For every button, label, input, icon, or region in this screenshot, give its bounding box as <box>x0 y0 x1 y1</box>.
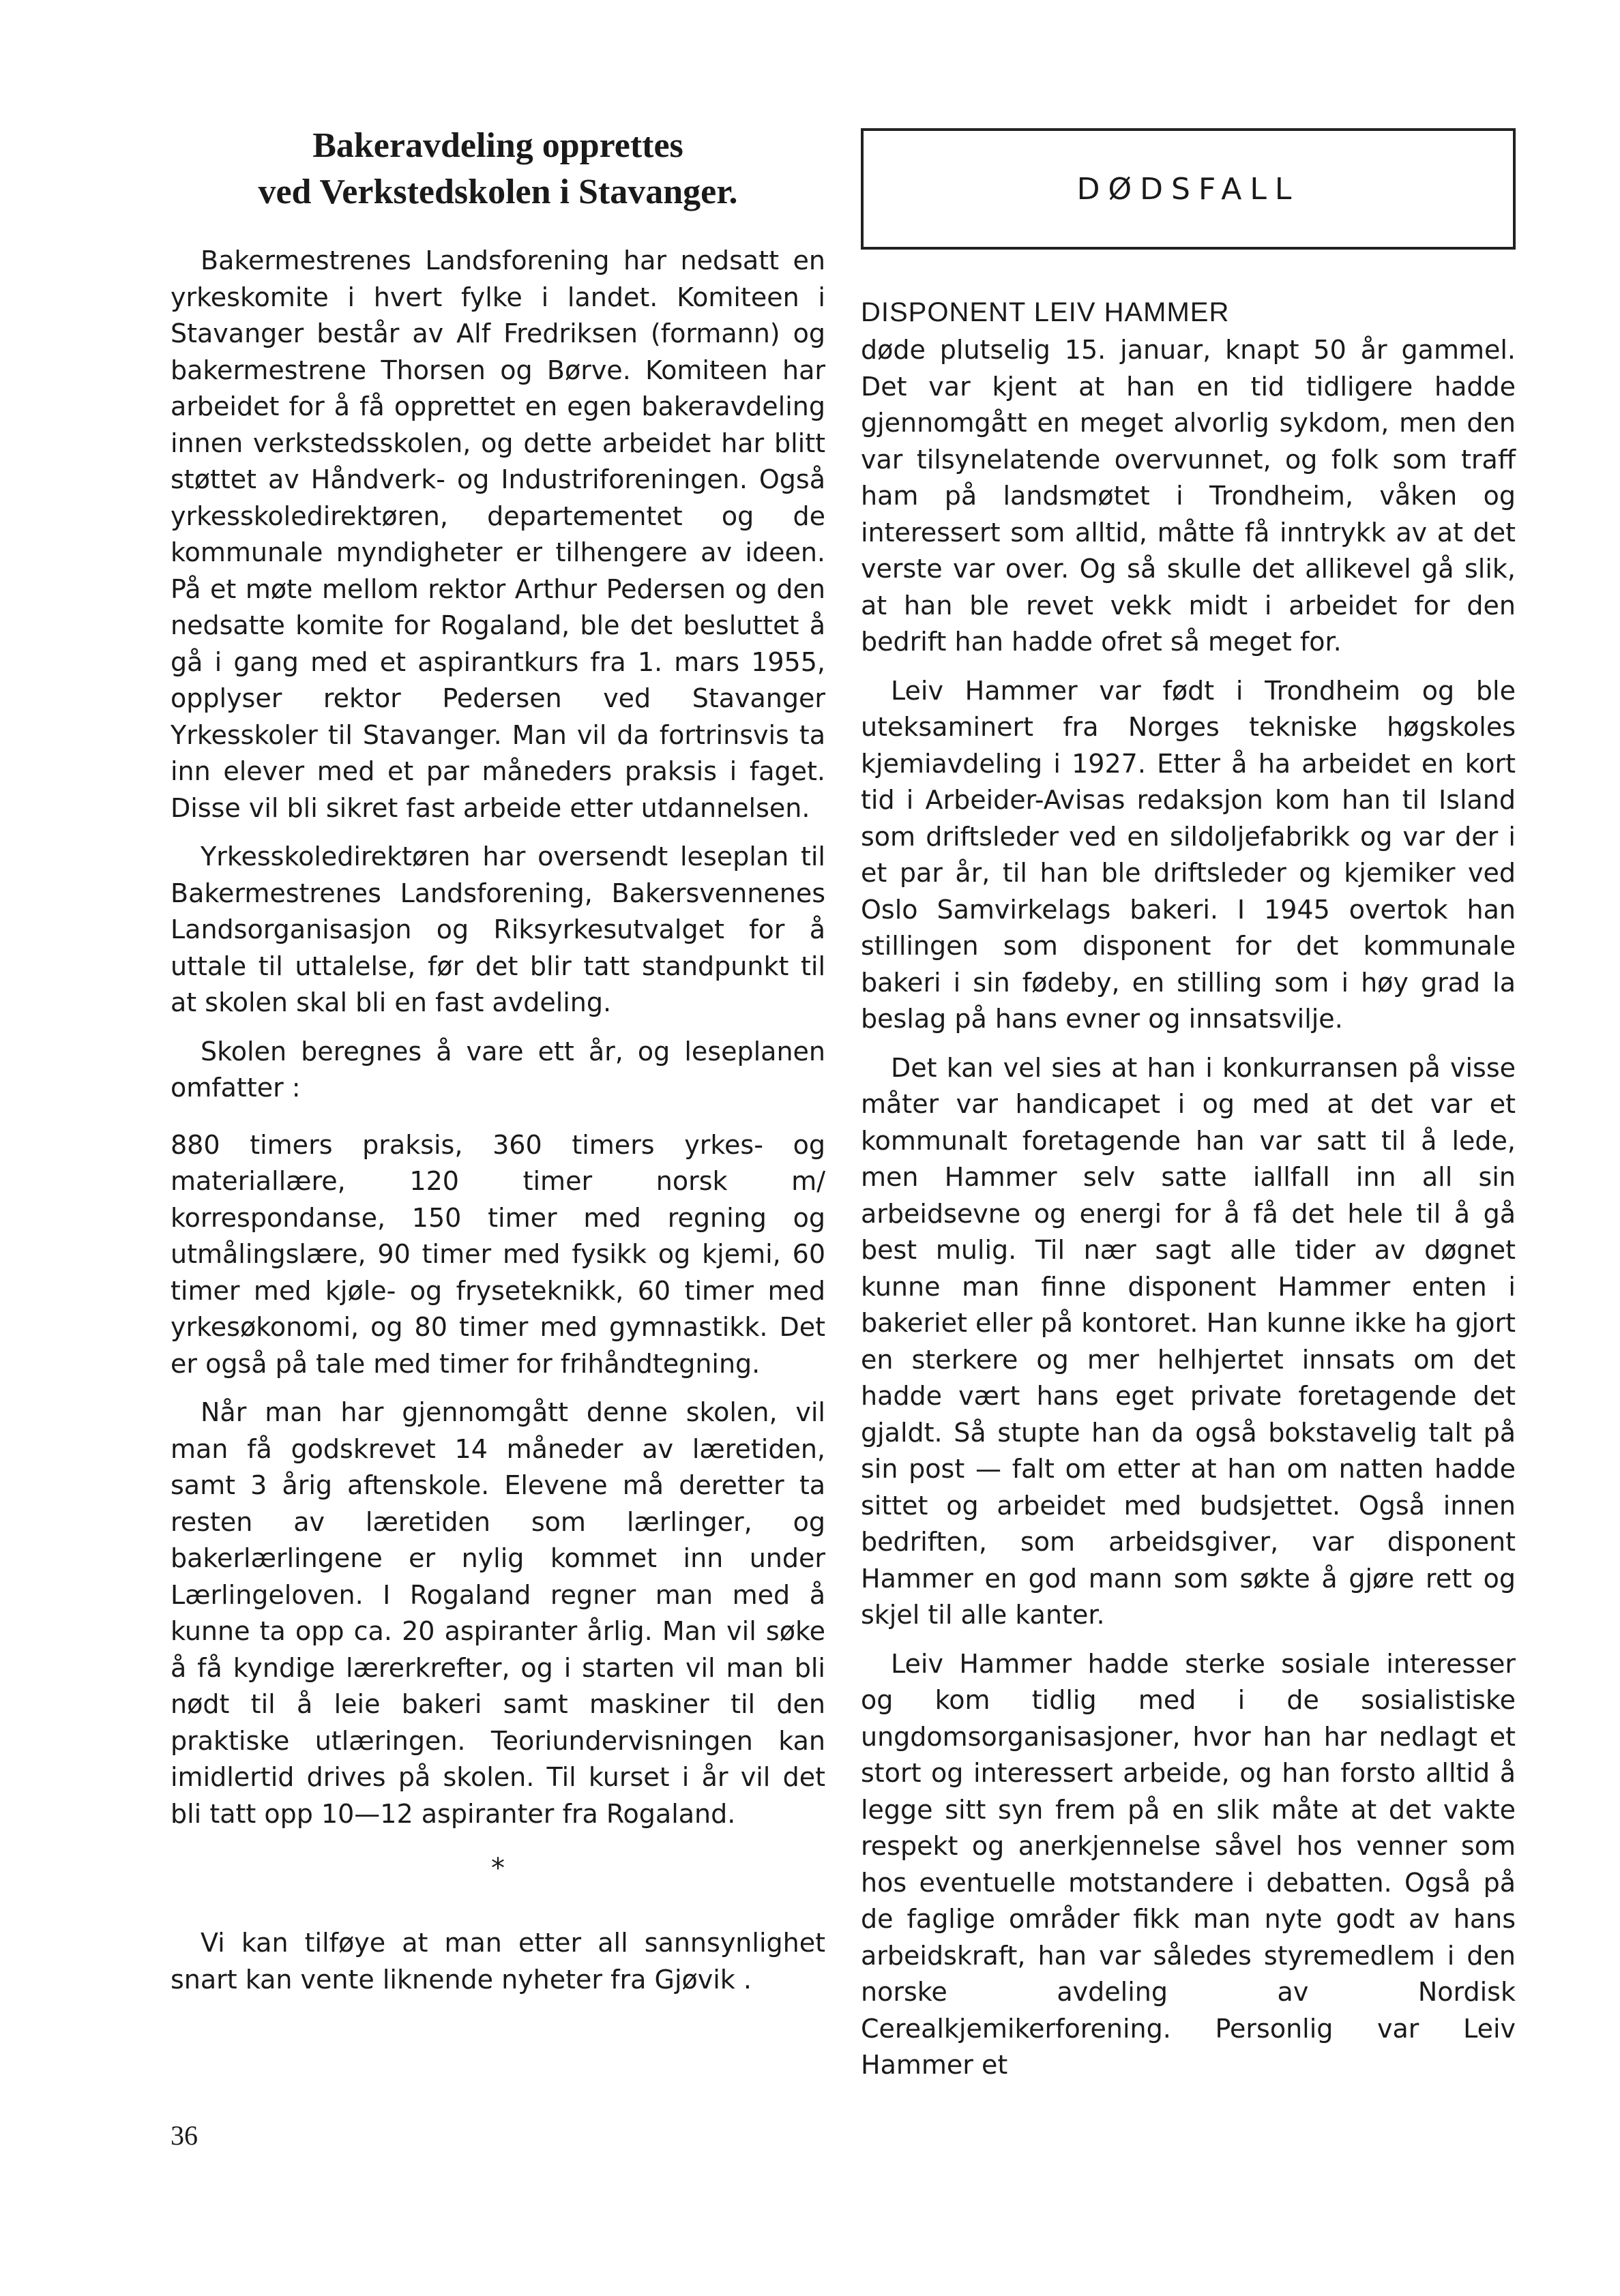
article-title <box>171 123 825 215</box>
obituary-paragraph-3: Det kan vel sies at han i konkurransen på visse måter var handicapet i og med at det var et kommunalt foretagende han var satt til å lede, men Hammer selv satte iallfall inn all sin arbeidsevne og energi for å få det hele til å gå best mulig. Til nær sagt alle tider av døgnet kunne man finne disponent Hammer enten i bakeriet eller på kontoret. Han kunne ikke ha gjort en sterkere og mer helhjertet innsats om det hadde vært hans eget private foretagende det gjaldt. Så stupte han da også bokstavelig talt på sin post — falt om etter at han om natten hadde sittet og arbeidet med budsjettet. Også innen bedriften, som arbeidsgiver, var disponent Hammer en god mann som søkte å gjøre rett og skjel til alle kanter. <box>861 1052 1516 1630</box>
right-column <box>861 109 1516 2084</box>
obituary-header-label: DØDSFALL <box>1076 171 1300 207</box>
paragraph-3: Skolen beregnes å vare ett år, og leseplanen omfatter : <box>171 1036 825 1103</box>
paragraph-6: Vi kan tilføye at man etter all sannsynlighet snart kan vente liknende nyheter fra Gjøvik . <box>171 1928 825 1995</box>
obituary-paragraph-2: Leiv Hammer var født i Trondheim og ble uteksaminert fra Norges tekniske høgskoles kjemiavdeling i 1927. Etter å ha arbeidet en kort tid i Arbeider-Avisas redaksjon kom han til Island som driftsleder ved en sildoljefabrikk og var der i et par år, til han ble driftsleder og kjemiker ved Oslo Samvirkelags bakeri. I 1945 overtok han stillingen som disponent for det kommunale bakeri i sin fødeby, en stilling som i høy grad la beslag på hans evner og innsatsvilje. <box>861 675 1516 1034</box>
page-number: 36 <box>171 2120 198 2151</box>
paragraph-1: Bakermestrenes Landsforening har nedsatt en yrkeskomite i hvert fylke i landet. Komiteen i Stavanger består av Alf Fredriksen (formann) og bakermestrene Thorsen og Børve. Komiteen har arbeidet for å få opprettet en egen bakeravdeling innen verkstedsskolen, og dette arbeidet har blitt støttet av Håndverk- og Industriforeningen. Også yrkesskoledirektøren, departementet og de kommunale myndigheter er tilhengere av ideen. På et møte mellom rektor Arthur Pedersen og den nedsatte komite for Rogaland, ble det besluttet å gå i gang med et aspirantkurs fra 1. mars 1955, opplyser rektor Pedersen ved Stavanger Yrkesskoler til Stavanger. Man vil da fortrinsvis ta inn elever med et par måneders praksis i faget. Disse vil bli sikret fast arbeide etter utdannelsen. <box>171 245 825 823</box>
title-line-1: Bakeravdeling opprettes <box>312 126 683 165</box>
obituary-header-box <box>861 128 1516 250</box>
paragraph-2: Yrkesskoledirektøren har oversendt leseplan til Bakermestrenes Landsforening, Bakersvennenes Landsorganisasjon og Riksyrkesutvalget for å uttale til uttalelse, før det blir tatt standpunkt til at skolen skal bli en fast avdeling. <box>171 841 825 1017</box>
title-line-2: ved Verkstedskolen i Stavanger. <box>258 173 738 211</box>
obituary-name: DISPONENT LEIV HAMMER <box>861 297 1230 327</box>
section-separator: * <box>491 1853 505 1884</box>
left-column <box>171 109 825 1998</box>
paragraph-4: 880 timers praksis, 360 timers yrkes- og materiallære, 120 timer norsk m/ korrespondanse, 150 timer med regning og utmålingslære, 90 timer med fysikk og kjemi, 60 timer med kjøle- og fryseteknikk, 60 timer med yrkesøkonomi, og 80 timer med gymnastikk. Det er også på tale med timer for frihåndtegning. <box>171 1129 825 1379</box>
paragraph-5: Når man har gjennomgått denne skolen, vil man få godskrevet 14 måneder av læretiden, samt 3 årig aftenskole. Elevene må deretter ta resten av læretiden som lærlinger, og bakerlærlingene er nylig kommet inn under Lærlingeloven. I Rogaland regner man med å kunne ta opp ca. 20 aspiranter årlig. Man vil søke å få kyndige lærerkrefter, og i starten vil man bli nødt til å leie bakeri samt maskiner til den praktiske utlæringen. Teoriundervisningen kan imidlertid drives på skolen. Til kurset i år vil det bli tatt opp 10—12 aspiranter fra Rogaland. <box>171 1397 825 1829</box>
obituary-paragraph-4: Leiv Hammer hadde sterke sosiale interesser og kom tidlig med i de sosialistiske ungdomsorganisasjoner, hvor han har nedlagt et stort og interessert arbeide, og han forsto alltid å legge sitt syn frem på en slik måte at det vakte respekt og anerkjennelse såvel hos venner som hos eventuelle motstandere i debatten. Også på de faglige områder fikk man nyte godt av hans arbeidskraft, han var således styremedlem i den norske avdeling av Nordisk Cerealkjemikerforening. Personlig var Leiv Hammer et <box>861 1648 1516 2080</box>
obituary-paragraph-1: døde plutselig 15. januar, knapt 50 år gammel. Det var kjent at han en tid tidligere hadde gjennomgått en meget alvorlig sykdom, men den var tilsynelatende overvunnet, og folk som traff ham på landsmøtet i Trondheim, våken og interessert som alltid, måtte få inntrykk av at det verste var over. Og så skulle det allikevel gå slik, at han ble revet vekk midt i arbeidet for den bedrift han hadde ofret så meget for. <box>861 335 1516 657</box>
